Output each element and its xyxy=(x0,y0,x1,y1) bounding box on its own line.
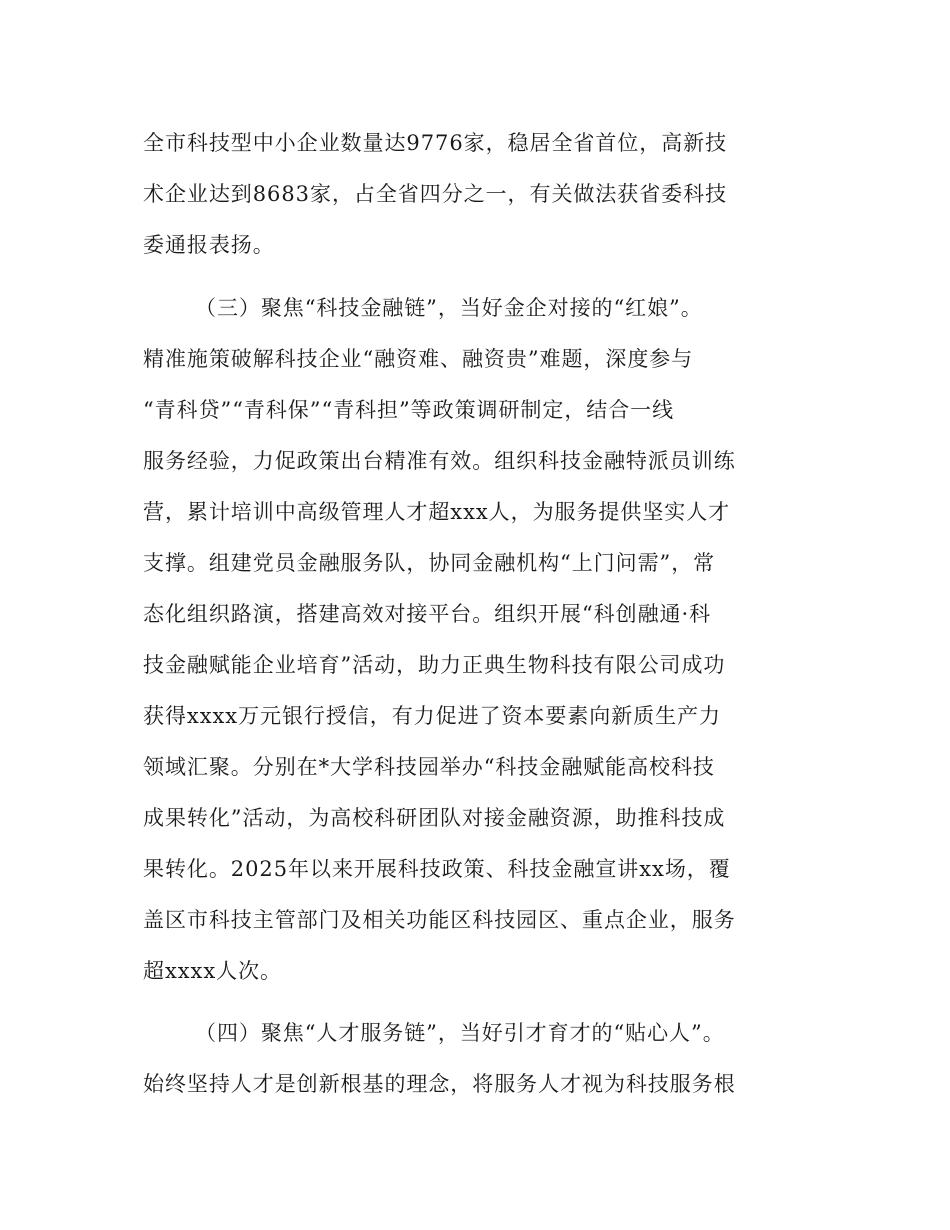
paragraph-line: 精准施策破解科技企业“融资难、融资贵”难题，深度参与 xyxy=(143,347,694,371)
section-heading-line: （三）聚焦“科技金融链”，当好金企对接的“红娘”。 xyxy=(195,296,703,320)
paragraph-line: 委通报表扬。 xyxy=(143,233,275,257)
paragraph-line: 果转化。2025年以来开展科技政策、科技金融宣讲xx场，覆 xyxy=(143,857,731,881)
paragraph-line: 盖区市科技主管部门及相关功能区科技园区、重点企业，服务 xyxy=(143,908,736,932)
paragraph-line: 领域汇聚。分别在*大学科技园举办“科技金融赋能高校科技 xyxy=(143,755,715,779)
paragraph-line: 获得xxxx万元银行授信，有力促进了资本要素向新质生产力 xyxy=(143,704,721,728)
paragraph-line: 术企业达到8683家，占全省四分之一，有关做法获省委科技 xyxy=(143,182,728,206)
paragraph-line: 支撑。组建党员金融服务队，协同金融机构“上门问需”，常 xyxy=(143,551,716,575)
paragraph-line: 服务经验，力促政策出台精准有效。组织科技金融特派员训练 xyxy=(143,449,736,473)
paragraph-line: 全市科技型中小企业数量达9776家，稳居全省首位，高新技 xyxy=(143,131,728,155)
paragraph-line: “青科贷”“青科保”“青科担”等政策调研制定，结合一线 xyxy=(143,398,675,422)
paragraph-line: 态化组织路演，搭建高效对接平台。组织开展“科创融通·科 xyxy=(143,602,712,626)
section-heading-line: （四）聚焦“人才服务链”，当好引才育才的“贴心人”。 xyxy=(195,1021,725,1045)
paragraph-line: 成果转化”活动，为高校科研团队对接金融资源，助推科技成 xyxy=(143,806,726,830)
paragraph-line: 技金融赋能企业培育”活动，助力正典生物科技有限公司成功 xyxy=(143,653,726,677)
paragraph-line: 超xxxx人次。 xyxy=(143,959,282,983)
paragraph-line: 始终坚持人才是创新根基的理念，将服务人才视为科技服务根 xyxy=(143,1072,736,1096)
paragraph-line: 营，累计培训中高级管理人才超xxx人，为服务提供坚实人才 xyxy=(143,500,731,524)
